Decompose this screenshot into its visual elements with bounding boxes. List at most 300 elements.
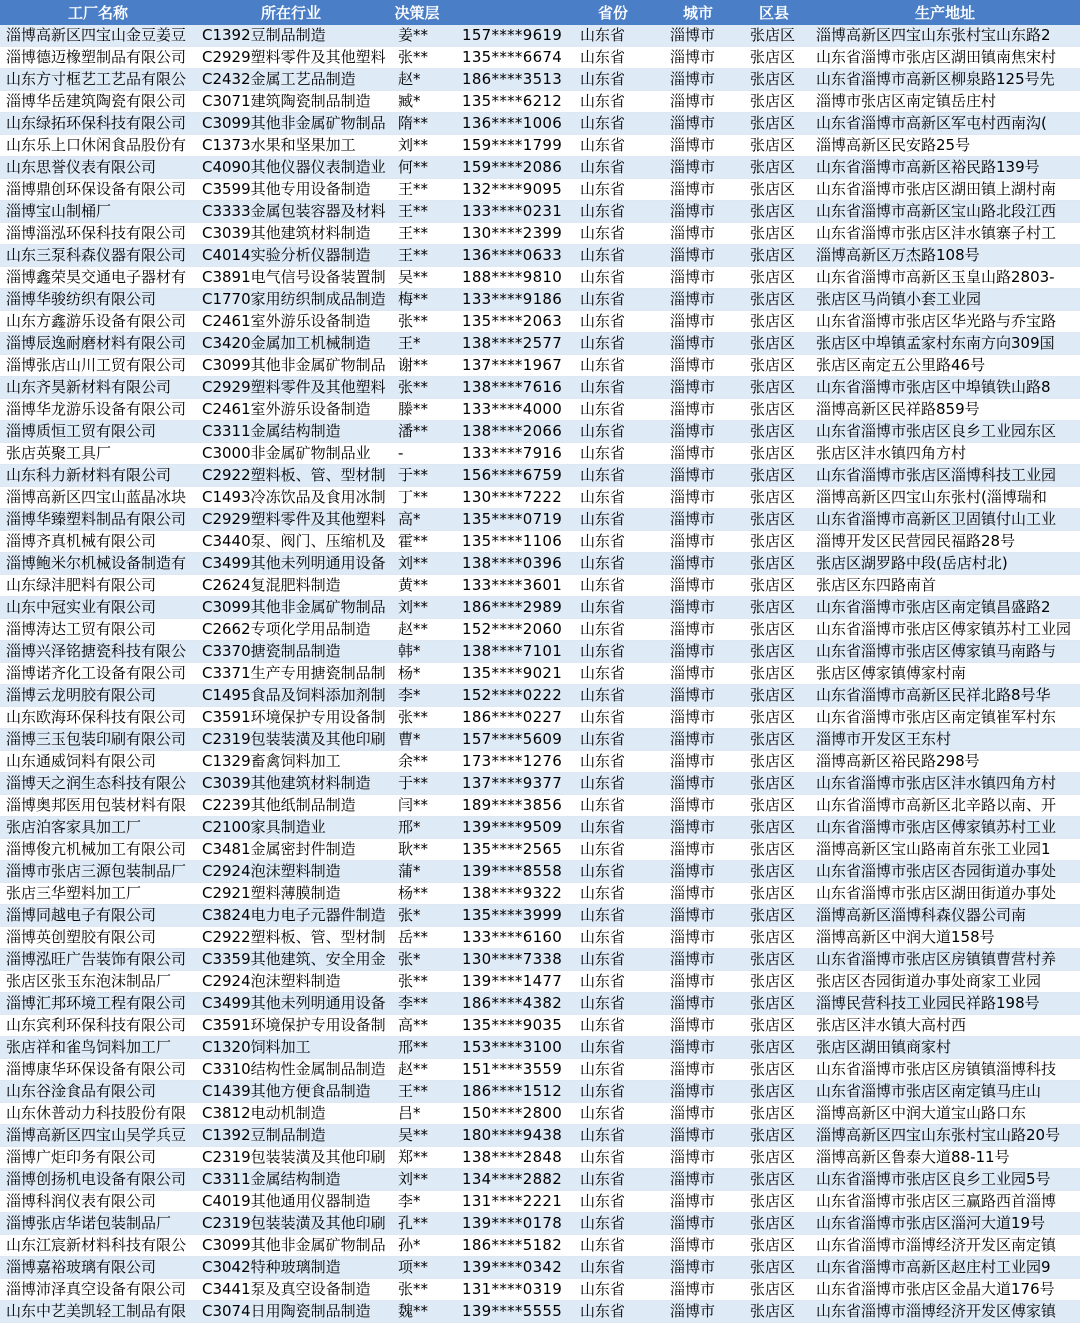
industry-cell: C2662专项化学用品制造 (196, 619, 386, 641)
table-row (0, 245, 1080, 267)
phone-cell: 139****0178 (448, 1213, 568, 1235)
province-cell: 山东省 (568, 773, 658, 795)
district-cell: 张店区 (738, 1081, 810, 1103)
decision-maker-cell: 余** (386, 751, 448, 773)
city-cell: 淄博市 (658, 47, 738, 69)
header-city: 城市 (658, 0, 738, 25)
district-cell: 张店区 (738, 377, 810, 399)
header-row (0, 0, 1080, 25)
header-decision-maker: 决策层 (386, 0, 448, 25)
table-row (0, 377, 1080, 399)
phone-cell: 159****2086 (448, 157, 568, 179)
decision-maker-cell: 项** (386, 1257, 448, 1279)
table-row (0, 1235, 1080, 1257)
phone-cell: 133****7916 (448, 443, 568, 465)
table-row (0, 355, 1080, 377)
district-cell: 张店区 (738, 1301, 810, 1323)
city-cell: 淄博市 (658, 905, 738, 927)
address-cell: 山东省淄博市张店区湖田街道办事处 (810, 883, 1080, 905)
address-cell: 淄博高新区中润大道158号 (810, 927, 1080, 949)
phone-cell: 159****1799 (448, 135, 568, 157)
factory-name-cell: 山东谷淦食品有限公司 (0, 1081, 196, 1103)
address-cell: 山东省淄博市高新区北辛路以南、开 (810, 795, 1080, 817)
table-row (0, 201, 1080, 223)
phone-cell: 135****9021 (448, 663, 568, 685)
phone-cell: 138****0396 (448, 553, 568, 575)
province-cell: 山东省 (568, 619, 658, 641)
decision-maker-cell: 邢** (386, 1037, 448, 1059)
industry-cell: C3420金属加工机械制造 (196, 333, 386, 355)
city-cell: 淄博市 (658, 113, 738, 135)
district-cell: 张店区 (738, 399, 810, 421)
province-cell: 山东省 (568, 993, 658, 1015)
table-row (0, 773, 1080, 795)
province-cell: 山东省 (568, 157, 658, 179)
phone-cell: 139****1477 (448, 971, 568, 993)
province-cell: 山东省 (568, 663, 658, 685)
city-cell: 淄博市 (658, 1169, 738, 1191)
decision-maker-cell: 耿** (386, 839, 448, 861)
address-cell: 张店区杏园街道办事处商家工业园 (810, 971, 1080, 993)
decision-maker-cell: 刘** (386, 597, 448, 619)
city-cell: 淄博市 (658, 1235, 738, 1257)
factory-name-cell: 淄博云龙明胶有限公司 (0, 685, 196, 707)
header-province: 省份 (568, 0, 658, 25)
province-cell: 山东省 (568, 949, 658, 971)
table-row (0, 311, 1080, 333)
table-row (0, 91, 1080, 113)
province-cell: 山东省 (568, 333, 658, 355)
factory-name-cell: 淄博康华环保设备有限公司 (0, 1059, 196, 1081)
address-cell: 山东省淄博市高新区赵庄村工业园9 (810, 1257, 1080, 1279)
factory-name-cell: 山东齐昊新材料有限公司 (0, 377, 196, 399)
city-cell: 淄博市 (658, 575, 738, 597)
industry-cell: C2319包装装潢及其他印刷 (196, 1147, 386, 1169)
industry-cell: C3074日用陶瓷制品制造 (196, 1301, 386, 1323)
phone-cell: 173****1276 (448, 751, 568, 773)
header-industry: 所在行业 (196, 0, 386, 25)
address-cell: 山东省淄博市张店区南定镇昌盛路2 (810, 597, 1080, 619)
table-row (0, 69, 1080, 91)
industry-cell: C3310结构性金属制品制造 (196, 1059, 386, 1081)
header-factory-name: 工厂名称 (0, 0, 196, 25)
industry-cell: C3441泵及真空设备制造 (196, 1279, 386, 1301)
address-cell: 山东省淄博市张店区良乡工业园5号 (810, 1169, 1080, 1191)
city-cell: 淄博市 (658, 1125, 738, 1147)
factory-name-cell: 张店泊客家具加工厂 (0, 817, 196, 839)
phone-cell: 137****1967 (448, 355, 568, 377)
city-cell: 淄博市 (658, 1213, 738, 1235)
city-cell: 淄博市 (658, 1081, 738, 1103)
address-cell: 张店区湖罗路中段(岳店村北) (810, 553, 1080, 575)
table-row (0, 883, 1080, 905)
table-row (0, 135, 1080, 157)
factory-name-cell: 山东三泵科森仪器有限公司 (0, 245, 196, 267)
decision-maker-cell: 赵** (386, 1059, 448, 1081)
decision-maker-cell: 刘** (386, 135, 448, 157)
address-cell: 淄博民营科技工业园民祥路198号 (810, 993, 1080, 1015)
table-row (0, 597, 1080, 619)
province-cell: 山东省 (568, 1125, 658, 1147)
district-cell: 张店区 (738, 685, 810, 707)
city-cell: 淄博市 (658, 861, 738, 883)
city-cell: 淄博市 (658, 729, 738, 751)
industry-cell: C3039其他建筑材料制造 (196, 773, 386, 795)
phone-cell: 130****2399 (448, 223, 568, 245)
factory-name-cell: 山东绿沣肥料有限公司 (0, 575, 196, 597)
factory-name-cell: 淄博张店山川工贸有限公司 (0, 355, 196, 377)
factory-name-cell: 淄博兴泽铭搪瓷科技有限公 (0, 641, 196, 663)
industry-cell: C3359其他建筑、安全用金 (196, 949, 386, 971)
phone-cell: 157****5609 (448, 729, 568, 751)
address-cell: 山东省淄博市张店区房镇镇淄博科技 (810, 1059, 1080, 1081)
table-row (0, 971, 1080, 993)
decision-maker-cell: 张** (386, 47, 448, 69)
phone-cell: 135****1106 (448, 531, 568, 553)
factory-name-cell: 淄博辰逸耐磨材料有限公司 (0, 333, 196, 355)
decision-maker-cell: 刘** (386, 553, 448, 575)
industry-cell: C1439其他方便食品制造 (196, 1081, 386, 1103)
city-cell: 淄博市 (658, 531, 738, 553)
decision-maker-cell: 杨* (386, 663, 448, 685)
industry-cell: C1392豆制品制造 (196, 25, 386, 47)
decision-maker-cell: 于** (386, 465, 448, 487)
phone-cell: 152****2060 (448, 619, 568, 641)
phone-cell: 188****9810 (448, 267, 568, 289)
city-cell: 淄博市 (658, 201, 738, 223)
phone-cell: 138****7101 (448, 641, 568, 663)
address-cell: 张店区南定五公里路46号 (810, 355, 1080, 377)
table-row (0, 531, 1080, 553)
city-cell: 淄博市 (658, 1279, 738, 1301)
city-cell: 淄博市 (658, 553, 738, 575)
district-cell: 张店区 (738, 905, 810, 927)
table-row (0, 333, 1080, 355)
factory-name-cell: 淄博汇邦环境工程有限公司 (0, 993, 196, 1015)
table-row (0, 25, 1080, 47)
industry-cell: C1495食品及饲料添加剂制 (196, 685, 386, 707)
city-cell: 淄博市 (658, 993, 738, 1015)
address-cell: 山东省淄博市张店区淄博科技工业园 (810, 465, 1080, 487)
decision-maker-cell: 孙* (386, 1235, 448, 1257)
decision-maker-cell: 张** (386, 377, 448, 399)
province-cell: 山东省 (568, 927, 658, 949)
decision-maker-cell: 臧* (386, 91, 448, 113)
district-cell: 张店区 (738, 619, 810, 641)
industry-cell: C2461室外游乐设备制造 (196, 399, 386, 421)
industry-cell: C3499其他未列明通用设备 (196, 553, 386, 575)
province-cell: 山东省 (568, 1103, 658, 1125)
city-cell: 淄博市 (658, 597, 738, 619)
phone-cell: 135****6674 (448, 47, 568, 69)
decision-maker-cell: 黄** (386, 575, 448, 597)
factory-name-cell: 张店三华塑料加工厂 (0, 883, 196, 905)
factory-name-cell: 淄博诺齐化工设备有限公司 (0, 663, 196, 685)
decision-maker-cell: 张* (386, 949, 448, 971)
industry-cell: C3071建筑陶瓷制品制造 (196, 91, 386, 113)
city-cell: 淄博市 (658, 245, 738, 267)
city-cell: 淄博市 (658, 289, 738, 311)
district-cell: 张店区 (738, 355, 810, 377)
city-cell: 淄博市 (658, 157, 738, 179)
province-cell: 山东省 (568, 223, 658, 245)
province-cell: 山东省 (568, 135, 658, 157)
industry-cell: C3099其他非金属矿物制品 (196, 1235, 386, 1257)
address-cell: 淄博高新区四宝山东张村宝山东路2 (810, 25, 1080, 47)
decision-maker-cell: 王** (386, 1081, 448, 1103)
industry-cell: C2921塑料薄膜制造 (196, 883, 386, 905)
province-cell: 山东省 (568, 817, 658, 839)
province-cell: 山东省 (568, 1301, 658, 1323)
industry-cell: C3039其他建筑材料制造 (196, 223, 386, 245)
factory-name-cell: 山东中艺美凯轻工制品有限 (0, 1301, 196, 1323)
table-row (0, 575, 1080, 597)
province-cell: 山东省 (568, 399, 658, 421)
city-cell: 淄博市 (658, 773, 738, 795)
decision-maker-cell: 邢* (386, 817, 448, 839)
table-row (0, 685, 1080, 707)
address-cell: 山东省淄博市张店区沣水镇四角方村 (810, 773, 1080, 795)
city-cell: 淄博市 (658, 1103, 738, 1125)
table-row (0, 465, 1080, 487)
city-cell: 淄博市 (658, 179, 738, 201)
decision-maker-cell: 张** (386, 1279, 448, 1301)
city-cell: 淄博市 (658, 795, 738, 817)
city-cell: 淄博市 (658, 949, 738, 971)
address-cell: 山东省淄博市张店区傅家镇苏村工业 (810, 817, 1080, 839)
table-row (0, 1125, 1080, 1147)
factory-name-cell: 山东绿拓环保科技有限公司 (0, 113, 196, 135)
table-row (0, 1059, 1080, 1081)
decision-maker-cell: 滕** (386, 399, 448, 421)
decision-maker-cell: 张** (386, 707, 448, 729)
province-cell: 山东省 (568, 641, 658, 663)
province-cell: 山东省 (568, 883, 658, 905)
phone-cell: 186****2989 (448, 597, 568, 619)
decision-maker-cell: 姜** (386, 25, 448, 47)
factory-name-cell: 淄博华岳建筑陶瓷有限公司 (0, 91, 196, 113)
table-row (0, 1169, 1080, 1191)
phone-cell: 133****3601 (448, 575, 568, 597)
address-cell: 山东省淄博市淄博经济开发区南定镇 (810, 1235, 1080, 1257)
factory-name-cell: 淄博泓旺广告装饰有限公司 (0, 949, 196, 971)
table-row (0, 1081, 1080, 1103)
factory-name-cell: 山东方鑫游乐设备有限公司 (0, 311, 196, 333)
industry-cell: C2922塑料板、管、型材制 (196, 927, 386, 949)
factory-name-cell: 淄博广炬印务有限公司 (0, 1147, 196, 1169)
district-cell: 张店区 (738, 245, 810, 267)
phone-cell: 156****6759 (448, 465, 568, 487)
phone-cell: 133****6160 (448, 927, 568, 949)
phone-cell: 135****3999 (448, 905, 568, 927)
phone-cell: 135****0719 (448, 509, 568, 531)
district-cell: 张店区 (738, 817, 810, 839)
phone-cell: 133****9186 (448, 289, 568, 311)
industry-cell: C1770家用纺织制成品制造 (196, 289, 386, 311)
industry-cell: C3311金属结构制造 (196, 421, 386, 443)
table-row (0, 905, 1080, 927)
city-cell: 淄博市 (658, 641, 738, 663)
city-cell: 淄博市 (658, 267, 738, 289)
factory-name-cell: 淄博高新区四宝山吴学兵豆 (0, 1125, 196, 1147)
address-cell: 张店区沣水镇四角方村 (810, 443, 1080, 465)
factory-name-cell: 淄博嘉裕玻璃有限公司 (0, 1257, 196, 1279)
decision-maker-cell: 高** (386, 1015, 448, 1037)
decision-maker-cell: 蒲* (386, 861, 448, 883)
district-cell: 张店区 (738, 1015, 810, 1037)
decision-maker-cell: 韩* (386, 641, 448, 663)
province-cell: 山东省 (568, 465, 658, 487)
address-cell: 张店区中埠镇孟家村东南方向309国 (810, 333, 1080, 355)
industry-cell: C3099其他非金属矿物制品 (196, 355, 386, 377)
district-cell: 张店区 (738, 927, 810, 949)
address-cell: 山东省淄博市高新区宝山路北段江西 (810, 201, 1080, 223)
address-cell: 山东省淄博市张店区华光路与乔宝路 (810, 311, 1080, 333)
industry-cell: C4014实验分析仪器制造 (196, 245, 386, 267)
district-cell: 张店区 (738, 267, 810, 289)
table-row (0, 1301, 1080, 1323)
industry-cell: C2319包装装潢及其他印刷 (196, 729, 386, 751)
table-row (0, 553, 1080, 575)
phone-cell: 130****7338 (448, 949, 568, 971)
industry-cell: C3499其他未列明通用设备 (196, 993, 386, 1015)
district-cell: 张店区 (738, 443, 810, 465)
province-cell: 山东省 (568, 597, 658, 619)
province-cell: 山东省 (568, 1279, 658, 1301)
table-row (0, 949, 1080, 971)
district-cell: 张店区 (738, 1059, 810, 1081)
table-row (0, 817, 1080, 839)
province-cell: 山东省 (568, 245, 658, 267)
city-cell: 淄博市 (658, 839, 738, 861)
address-cell: 山东省淄博市张店区杏园街道办事处 (810, 861, 1080, 883)
district-cell: 张店区 (738, 597, 810, 619)
province-cell: 山东省 (568, 861, 658, 883)
district-cell: 张店区 (738, 201, 810, 223)
industry-cell: C3591环境保护专用设备制 (196, 707, 386, 729)
phone-cell: 131****0319 (448, 1279, 568, 1301)
factory-name-cell: 淄博三玉包装印刷有限公司 (0, 729, 196, 751)
phone-cell: 152****0222 (448, 685, 568, 707)
industry-cell: C1493冷冻饮品及食用冰制 (196, 487, 386, 509)
factory-name-cell: 淄博俊亢机械加工有限公司 (0, 839, 196, 861)
province-cell: 山东省 (568, 69, 658, 91)
city-cell: 淄博市 (658, 619, 738, 641)
address-cell: 山东省淄博市张店区房镇镇曹营村养 (810, 949, 1080, 971)
table-row (0, 751, 1080, 773)
decision-maker-cell: 王** (386, 245, 448, 267)
factory-name-cell: 山东通威饲料有限公司 (0, 751, 196, 773)
province-cell: 山东省 (568, 685, 658, 707)
district-cell: 张店区 (738, 1169, 810, 1191)
factory-name-cell: 淄博华龙游乐设备有限公司 (0, 399, 196, 421)
district-cell: 张店区 (738, 1191, 810, 1213)
factory-name-cell: 山东中冠实业有限公司 (0, 597, 196, 619)
address-cell: 淄博市开发区王东村 (810, 729, 1080, 751)
factory-name-cell: 淄博高新区四宝山蓝晶冰块 (0, 487, 196, 509)
address-cell: 张店区湖田镇商家村 (810, 1037, 1080, 1059)
city-cell: 淄博市 (658, 311, 738, 333)
header-address: 生产地址 (810, 0, 1080, 25)
industry-cell: C1373水果和坚果加工 (196, 135, 386, 157)
decision-maker-cell: 李** (386, 993, 448, 1015)
phone-cell: 138****9322 (448, 883, 568, 905)
industry-cell: C3371生产专用搪瓷制品制 (196, 663, 386, 685)
table-row (0, 795, 1080, 817)
phone-cell: 186****1512 (448, 1081, 568, 1103)
industry-cell: C3599其他专用设备制造 (196, 179, 386, 201)
district-cell: 张店区 (738, 993, 810, 1015)
province-cell: 山东省 (568, 1015, 658, 1037)
address-cell: 山东省淄博市高新区裕民路139号 (810, 157, 1080, 179)
district-cell: 张店区 (738, 1125, 810, 1147)
address-cell: 淄博高新区四宝山东张村宝山路20号 (810, 1125, 1080, 1147)
industry-cell: C3891电气信号设备装置制 (196, 267, 386, 289)
industry-cell: C2924泡沫塑料制造 (196, 861, 386, 883)
district-cell: 张店区 (738, 531, 810, 553)
province-cell: 山东省 (568, 377, 658, 399)
phone-cell: 131****2221 (448, 1191, 568, 1213)
city-cell: 淄博市 (658, 509, 738, 531)
decision-maker-cell: 曹* (386, 729, 448, 751)
province-cell: 山东省 (568, 1147, 658, 1169)
decision-maker-cell: 何** (386, 157, 448, 179)
phone-cell: 134****2882 (448, 1169, 568, 1191)
factory-name-cell: 淄博华骏纺织有限公司 (0, 289, 196, 311)
phone-cell: 138****7616 (448, 377, 568, 399)
address-cell: 淄博高新区民祥路859号 (810, 399, 1080, 421)
decision-maker-cell: 李* (386, 685, 448, 707)
district-cell: 张店区 (738, 69, 810, 91)
header-district: 区县 (738, 0, 810, 25)
district-cell: 张店区 (738, 1235, 810, 1257)
address-cell: 淄博高新区四宝山东张村(淄博瑞和 (810, 487, 1080, 509)
address-cell: 淄博高新区淄博科森仪器公司南 (810, 905, 1080, 927)
factory-name-cell: 山东科力新材料有限公司 (0, 465, 196, 487)
decision-maker-cell: 于** (386, 773, 448, 795)
decision-maker-cell: 潘** (386, 421, 448, 443)
industry-cell: C2929塑料零件及其他塑料 (196, 509, 386, 531)
decision-maker-cell: 岳** (386, 927, 448, 949)
factory-name-cell: 淄博张店华诺包装制品厂 (0, 1213, 196, 1235)
decision-maker-cell: 张** (386, 971, 448, 993)
factory-name-cell: 淄博市张店三源包装制品厂 (0, 861, 196, 883)
province-cell: 山东省 (568, 575, 658, 597)
table-row (0, 1147, 1080, 1169)
phone-cell: 139****0342 (448, 1257, 568, 1279)
factory-name-cell: 张店区张玉东泡沫制品厂 (0, 971, 196, 993)
decision-maker-cell: 杨** (386, 883, 448, 905)
phone-cell: 135****6212 (448, 91, 568, 113)
district-cell: 张店区 (738, 971, 810, 993)
table-row (0, 1037, 1080, 1059)
city-cell: 淄博市 (658, 1301, 738, 1323)
address-cell: 张店区傅家镇傅家村南 (810, 663, 1080, 685)
city-cell: 淄博市 (658, 751, 738, 773)
table-row (0, 487, 1080, 509)
address-cell: 淄博开发区民营园民福路28号 (810, 531, 1080, 553)
industry-cell: C3481金属密封件制造 (196, 839, 386, 861)
city-cell: 淄博市 (658, 1015, 738, 1037)
factory-name-cell: 淄博涛达工贸有限公司 (0, 619, 196, 641)
district-cell: 张店区 (738, 1279, 810, 1301)
city-cell: 淄博市 (658, 333, 738, 355)
factory-name-cell: 淄博沛泽真空设备有限公司 (0, 1279, 196, 1301)
decision-maker-cell: 魏** (386, 1301, 448, 1323)
table-row (0, 179, 1080, 201)
decision-maker-cell: 隋** (386, 113, 448, 135)
table-row (0, 157, 1080, 179)
